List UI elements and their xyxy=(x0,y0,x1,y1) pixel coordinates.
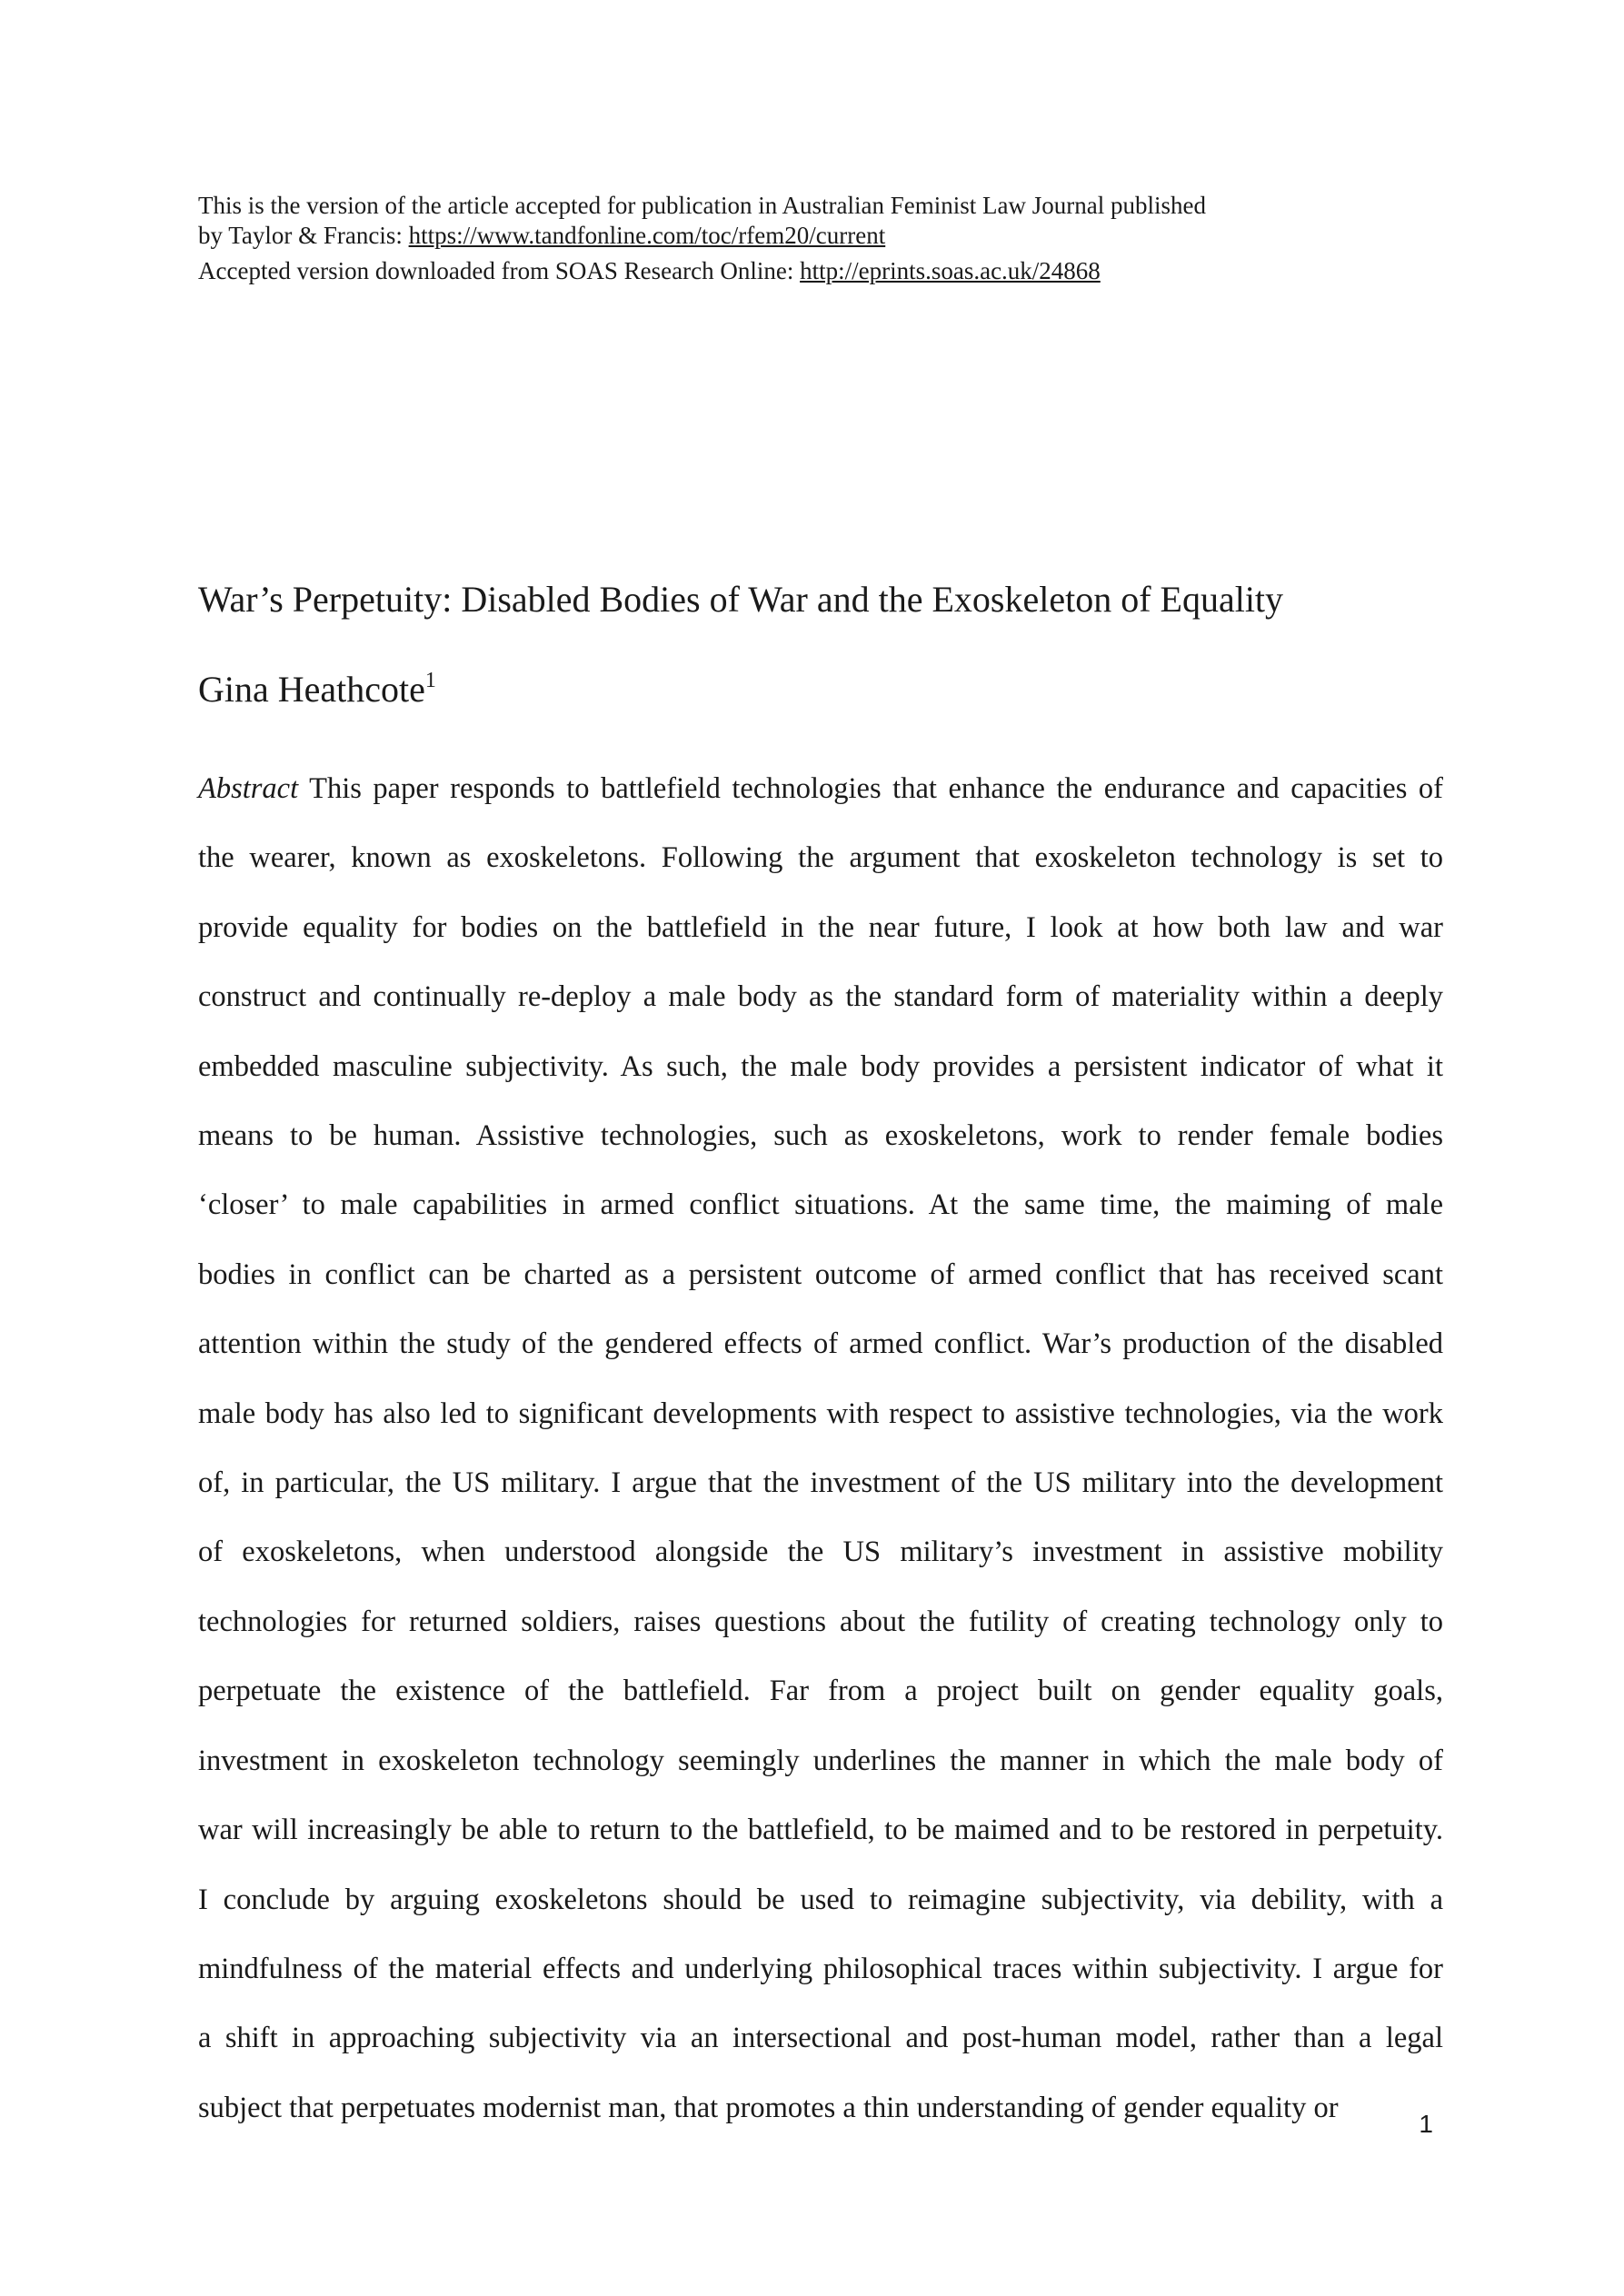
notice-line-3 xyxy=(198,256,1470,286)
abstract-line xyxy=(198,754,1443,823)
author-line xyxy=(198,668,436,711)
author-name: Gina Heathcote xyxy=(198,669,425,710)
page-number: 1 xyxy=(1419,2110,1433,2138)
journal-link[interactable]: https://www.tandfonline.com/toc/rfem20/current xyxy=(408,222,886,249)
footnote-marker[interactable]: 1 xyxy=(424,669,436,692)
abstract-line: a shift in approaching subjectivity via an intersectional and post-human model, rather than a legal xyxy=(198,2022,1443,2055)
notice-line-2 xyxy=(198,221,1470,251)
abstract-line: mindfulness of the material effects and underlying philosophical traces within subjectivity. I argue for xyxy=(198,1952,1443,1985)
abstract-line: embedded masculine subjectivity. As such, the male body provides a persistent indicator of what it xyxy=(198,1049,1443,1083)
notice-line-3-prefix: Accepted version downloaded from SOAS Research Online: xyxy=(198,257,801,284)
publication-notice xyxy=(198,191,1470,286)
abstract-line: attention within the study of the gendered effects of armed conflict. War’s production of the disabled xyxy=(198,1327,1443,1361)
abstract-line: the wearer, known as exoskeletons. Following the argument that exoskeleton technology is set to xyxy=(198,841,1443,875)
abstract-line: of exoskeletons, when understood alongside the US military’s investment in assistive mobility xyxy=(198,1536,1443,1569)
abstract-line: provide equality for bodies on the battlefield in the near future, I look at how both law and war xyxy=(198,910,1443,944)
abstract-line: means to be human. Assistive technologies, such as exoskeletons, work to render female bodies xyxy=(198,1119,1443,1153)
abstract-line: I conclude by arguing exoskeletons should be used to reimagine subjectivity, via debility, with a xyxy=(198,1883,1443,1916)
abstract-line: construct and continually re-deploy a male body as the standard form of materiality within a deeply xyxy=(198,980,1443,1014)
abstract-line: technologies for returned soldiers, raises questions about the futility of creating technology only to xyxy=(198,1605,1443,1638)
abstract-line: bodies in conflict can be charted as a persistent outcome of armed conflict that has received scant xyxy=(198,1257,1443,1291)
abstract xyxy=(198,754,1443,2142)
abstract-line: subject that perpetuates modernist man, that promotes a thin understanding of gender equality or xyxy=(198,2091,1339,2124)
abstract-line: of, in particular, the US military. I argue that the investment of the US military into the development xyxy=(198,1466,1443,1500)
abstract-line: war will increasingly be able to return to the battlefield, to be maimed and to be restored in perpetuity. xyxy=(198,1814,1443,1847)
abstract-line: perpetuate the existence of the battlefield. Far from a project built on gender equality goals, xyxy=(198,1675,1443,1708)
article-title: War’s Perpetuity: Disabled Bodies of War and the Exoskeleton of Equality xyxy=(198,579,1284,620)
abstract-label: Abstract xyxy=(198,772,299,805)
notice-line-1: This is the version of the article accepted for publication in Australian Feminist Law Journal published xyxy=(198,192,1206,219)
abstract-line: investment in exoskeleton technology seemingly underlines the manner in which the male body of xyxy=(198,1744,1443,1777)
abstract-first-line: This paper responds to battlefield technologies that enhance the endurance and capacities of xyxy=(298,772,1443,805)
abstract-line: male body has also led to significant developments with respect to assistive technologies, via the work xyxy=(198,1396,1443,1430)
notice-line-2-prefix: by Taylor & Francis: xyxy=(198,222,409,249)
abstract-line: ‘closer’ to male capabilities in armed conflict situations. At the same time, the maiming of male xyxy=(198,1188,1443,1222)
repository-link[interactable]: http://eprints.soas.ac.uk/24868 xyxy=(800,257,1101,284)
